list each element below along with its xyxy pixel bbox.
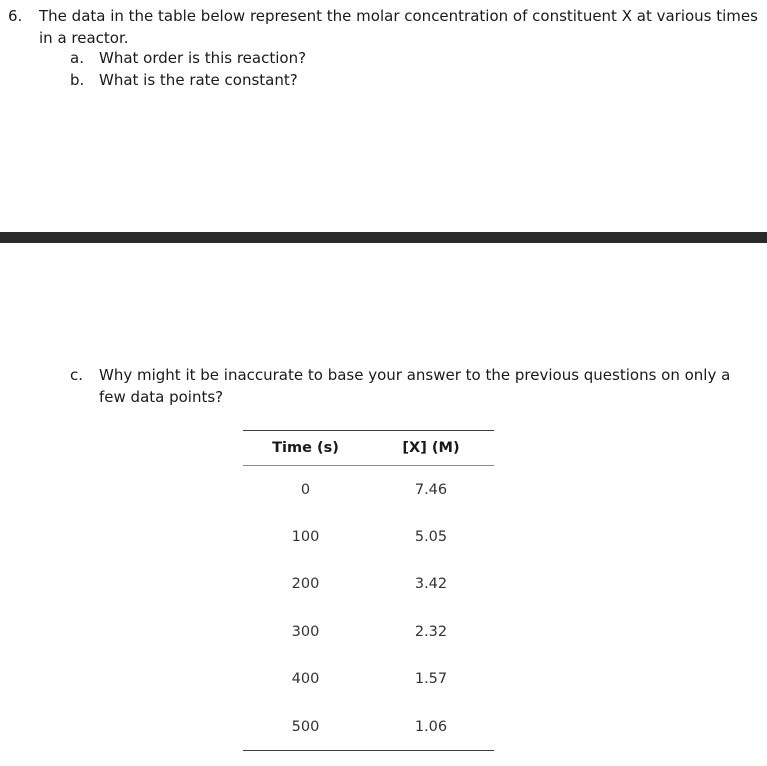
column-header-time: Time (s) [243,431,368,466]
table-row [243,466,494,514]
concentration-cell: 1.57 [414,671,448,688]
subquestion-text: What is the rate constant? [99,71,298,89]
question-number: 6. [8,7,23,25]
subquestion-letter: b. [70,71,85,89]
table-row [243,656,494,703]
time-cell: 200 [291,576,320,593]
subquestion-text: What order is this reaction? [99,49,307,67]
time-cell: 100 [291,529,320,546]
column-header-concentration: [X] (M) [368,431,494,466]
concentration-cell: 1.06 [368,703,494,751]
table-header-row [243,431,494,466]
time-cell: 300 [291,623,320,640]
subquestion-letter: c. [70,366,84,384]
section-divider [0,232,767,243]
table-row [243,561,494,608]
subquestion-letter: a. [70,49,84,67]
table-row [243,608,494,655]
table-row [243,703,494,751]
table-row [243,513,494,560]
concentration-cell: 7.46 [414,481,448,498]
concentration-table [243,430,494,751]
concentration-cell: 2.32 [414,623,448,640]
subquestion-text: Why might it be inaccurate to base your answer to the previous questions on only a few data points? [99,366,731,406]
time-cell: 500 [243,703,368,751]
question-text: The data in the table below represent the molar concentration of constituent X at various times in a reactor. [39,7,758,47]
time-cell: 0 [300,481,311,498]
time-cell: 400 [291,671,320,688]
concentration-cell: 5.05 [414,529,448,546]
concentration-cell: 3.42 [414,576,448,593]
